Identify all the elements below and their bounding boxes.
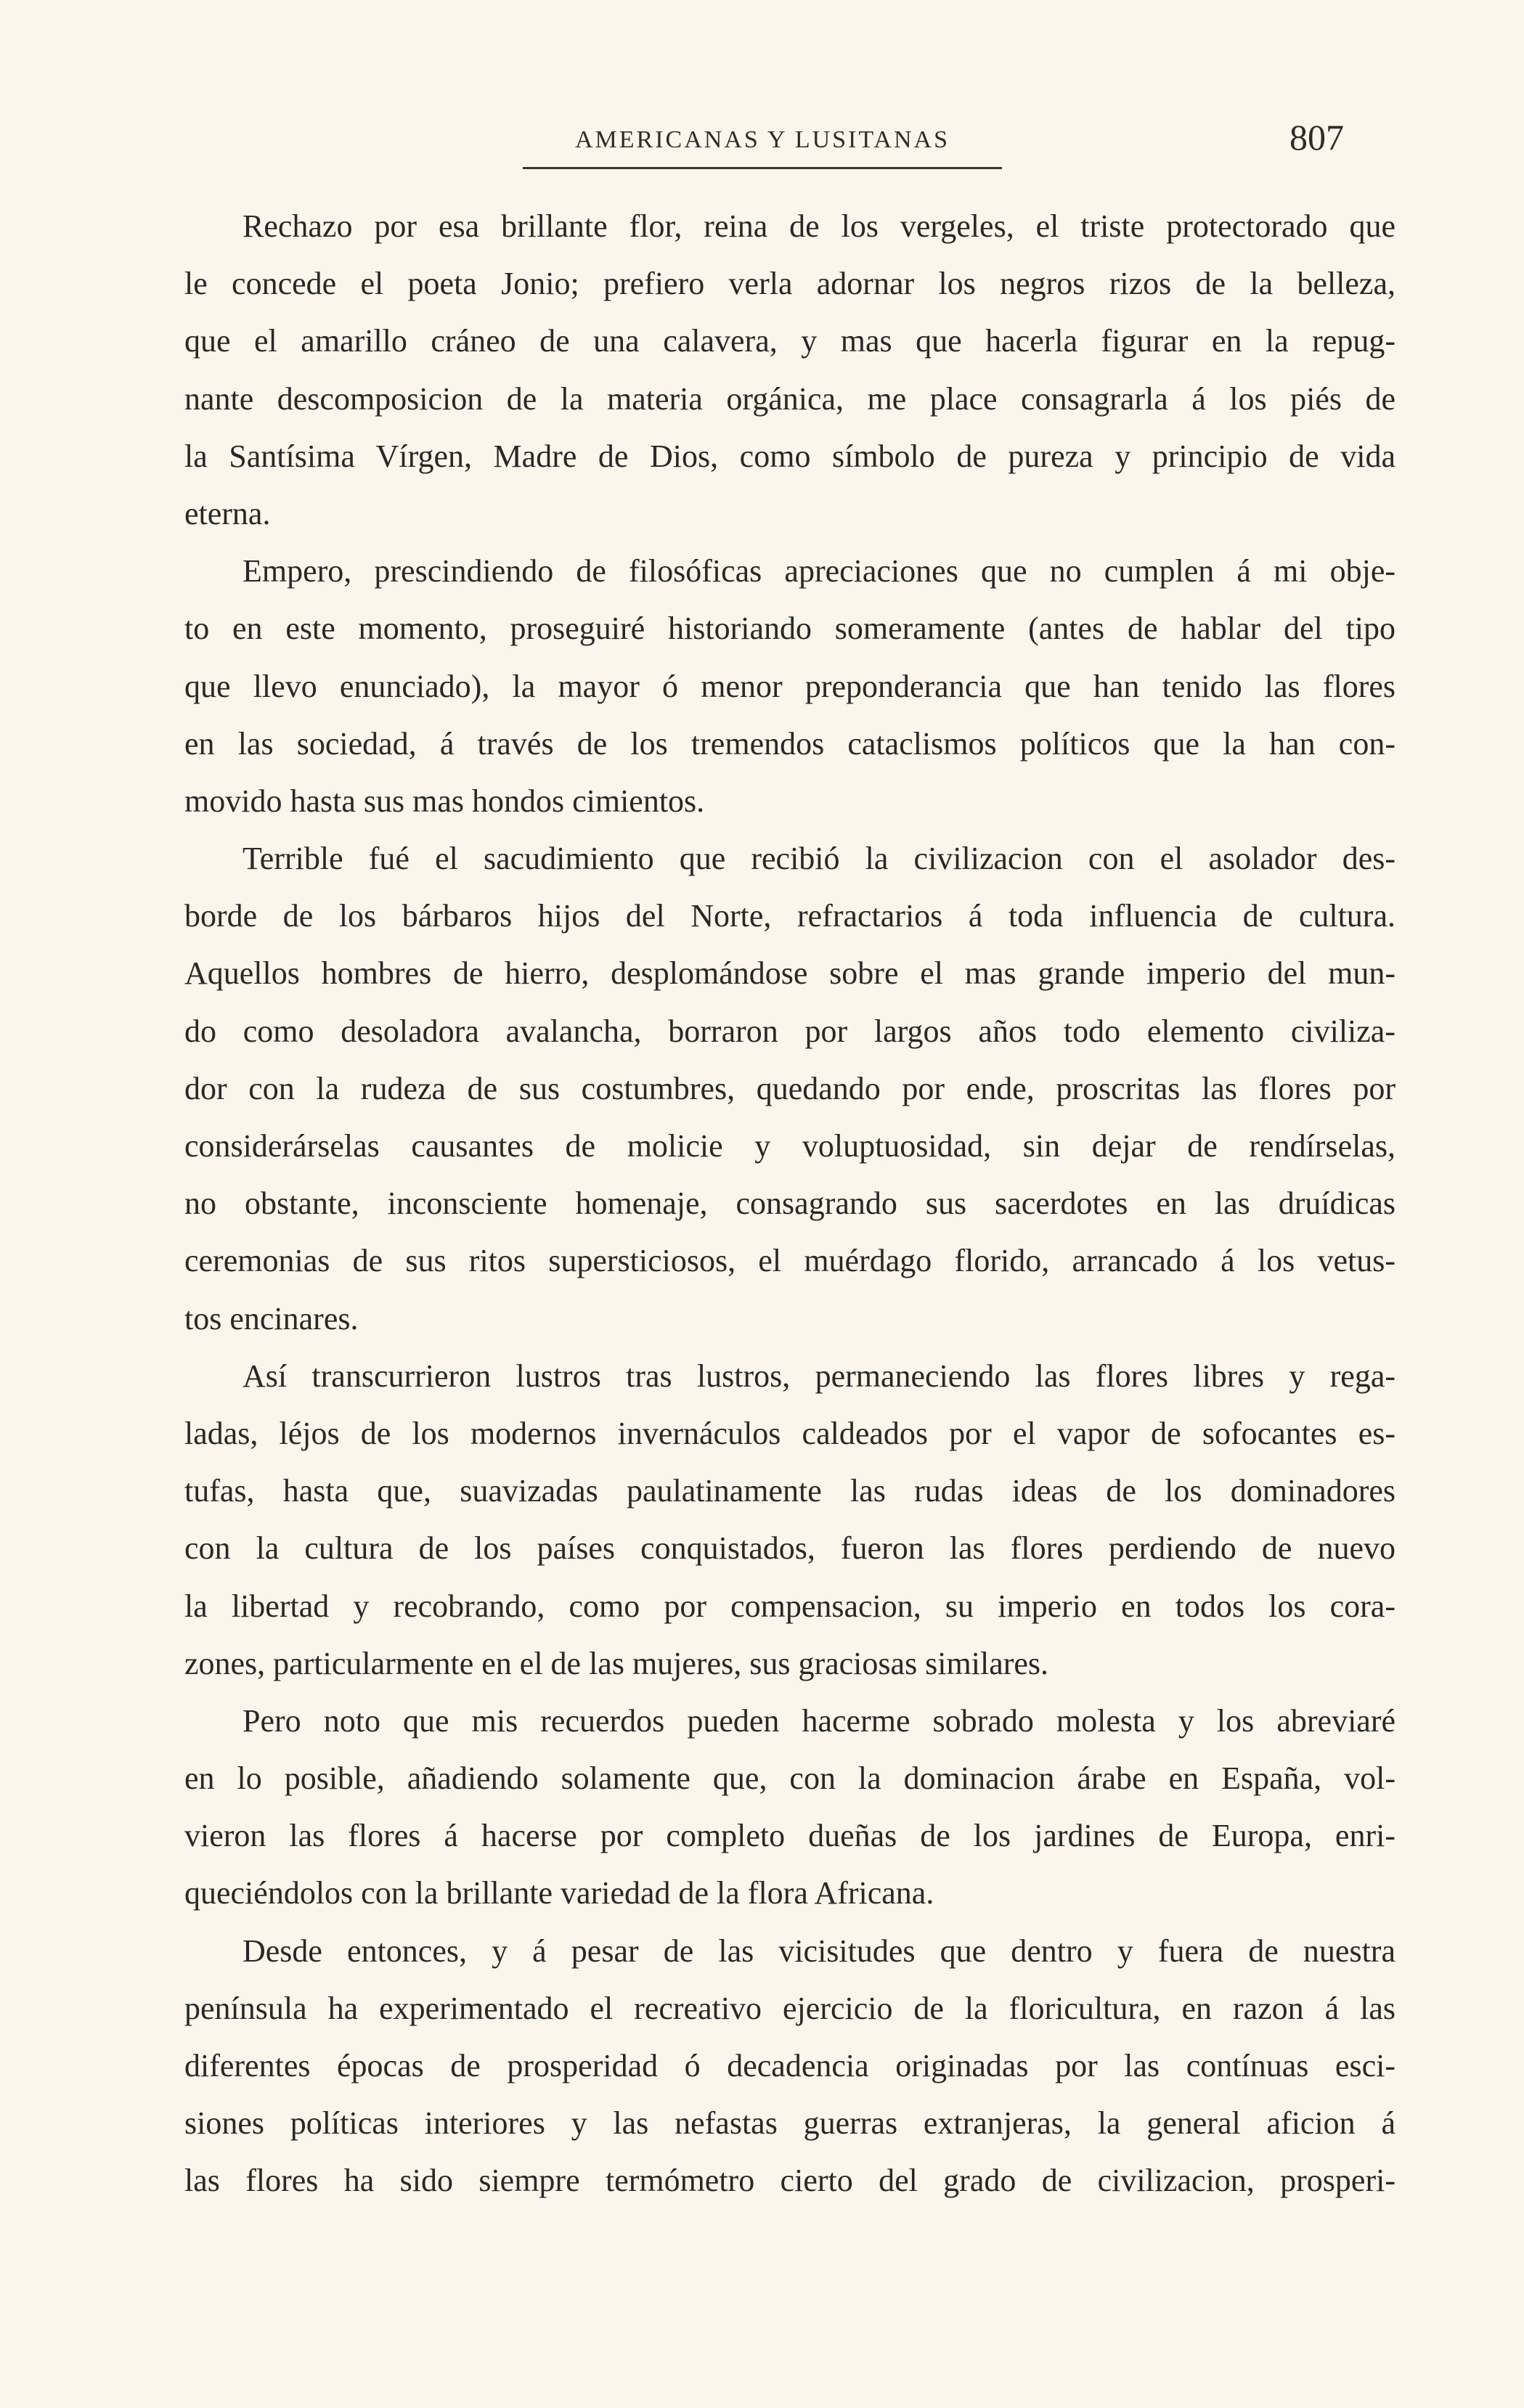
paragraph xyxy=(126,197,1395,542)
text-line: Desde entonces, y á pesar de las vicisitudes que dentro y fuera de nuestra xyxy=(243,1932,1395,1969)
text-line: que el amarillo cráneo de una calavera, y mas que hacerla figurar en la repug- xyxy=(184,323,1395,359)
text-line: Pero noto que mis recuerdos pueden hacerme sobrado molesta y los abreviaré xyxy=(243,1702,1395,1739)
text-line: Aquellos hombres de hierro, desplomándose sobre el mas grande imperio del mun- xyxy=(184,955,1395,992)
text-line: Así transcurrieron lustros tras lustros, permaneciendo las flores libres y rega- xyxy=(243,1358,1395,1394)
text-line: la Santísima Vírgen, Madre de Dios, como símbolo de pureza y principio de vida xyxy=(184,438,1395,474)
text-line: las flores ha sido siempre termómetro cierto del grado de civilizacion, prosperi- xyxy=(184,2163,1395,2199)
text-line: considerárselas causantes de molicie y voluptuosidad, sin dejar de rendírselas, xyxy=(184,1128,1395,1164)
text-line: ladas, léjos de los modernos invernáculos caldeados por el vapor de sofocantes es- xyxy=(184,1415,1395,1451)
text-line: diferentes épocas de prosperidad ó decadencia originadas por las contínuas esci- xyxy=(184,2048,1395,2083)
text-line: tufas, hasta que, suavizadas paulatinamente las rudas ideas de los dominadores xyxy=(184,1473,1395,1509)
text-line: le concede el poeta Jonio; prefiero verla adornar los negros rizos de la belleza, xyxy=(184,266,1395,302)
text-line: en lo posible, añadiendo solamente que, con la dominacion árabe en España, vol- xyxy=(184,1760,1395,1797)
text-line: no obstante, inconsciente homenaje, consagrando sus sacerdotes en las druídicas xyxy=(184,1185,1395,1222)
text-line: Rechazo por esa brillante flor, reina de los vergeles, el triste protectorado que xyxy=(243,208,1395,244)
text-line: Empero, prescindiendo de filosóficas apreciaciones que no cumplen á mi obje- xyxy=(243,553,1395,589)
text-line: con la cultura de los países conquistados, fueron las flores perdiendo de nuevo xyxy=(184,1530,1395,1567)
text-line: vieron las flores á hacerse por completo dueñas de los jardines de Europa, enri- xyxy=(184,1818,1395,1854)
text-line: tos encinares. xyxy=(184,1300,359,1336)
text-line: do como desoladora avalancha, borraron por largos años todo elemento civiliza- xyxy=(184,1013,1395,1049)
paragraph xyxy=(126,830,1395,1347)
text-line: que llevo enunciado), la mayor ó menor preponderancia que han tenido las flores xyxy=(184,668,1395,704)
text-line: siones políticas interiores y las nefastas guerras extranjeras, la general aficion á xyxy=(184,2105,1395,2142)
paragraph xyxy=(126,1347,1395,1692)
text-line: en las sociedad, á través de los tremendos cataclismos políticos que la han con- xyxy=(184,725,1395,762)
text-line: to en este momento, proseguiré historiando someramente (antes de hablar del tipo xyxy=(184,611,1395,647)
text-line: dor con la rudeza de sus costumbres, quedando por ende, proscritas las flores por xyxy=(184,1070,1395,1106)
page-number: 807 xyxy=(1289,117,1344,158)
body-text xyxy=(126,197,1395,2210)
text-line: zones, particularmente en el de las mujeres, sus graciosas similares. xyxy=(184,1645,1049,1681)
running-title: AMERICANAS Y LUSITANAS xyxy=(574,126,950,153)
text-line: eterna. xyxy=(184,495,271,531)
text-line: borde de los bárbaros hijos del Norte, refractarios á toda influencia de cultura. xyxy=(184,898,1395,934)
text-line: península ha experimentado el recreativo ejercicio de la floricultura, en razon á las xyxy=(184,1990,1395,2026)
paragraph xyxy=(126,1692,1395,1922)
text-line: nante descomposicion de la materia orgánica, me place consagrarla á los piés de xyxy=(184,380,1395,417)
text-line: ceremonias de sus ritos supersticiosos, el muérdago florido, arrancado á los vetus- xyxy=(184,1243,1395,1279)
text-line: movido hasta sus mas hondos cimientos. xyxy=(184,783,705,819)
text-line: la libertad y recobrando, como por compensacion, su imperio en todos los cora- xyxy=(184,1588,1395,1624)
text-line: queciéndolos con la brillante variedad de la flora Africana. xyxy=(184,1875,934,1911)
paragraph xyxy=(126,1922,1395,2210)
running-header xyxy=(523,116,1002,169)
paragraph xyxy=(126,542,1395,830)
text-line: Terrible fué el sacudimiento que recibió la civilizacion con el asolador des- xyxy=(243,841,1395,877)
